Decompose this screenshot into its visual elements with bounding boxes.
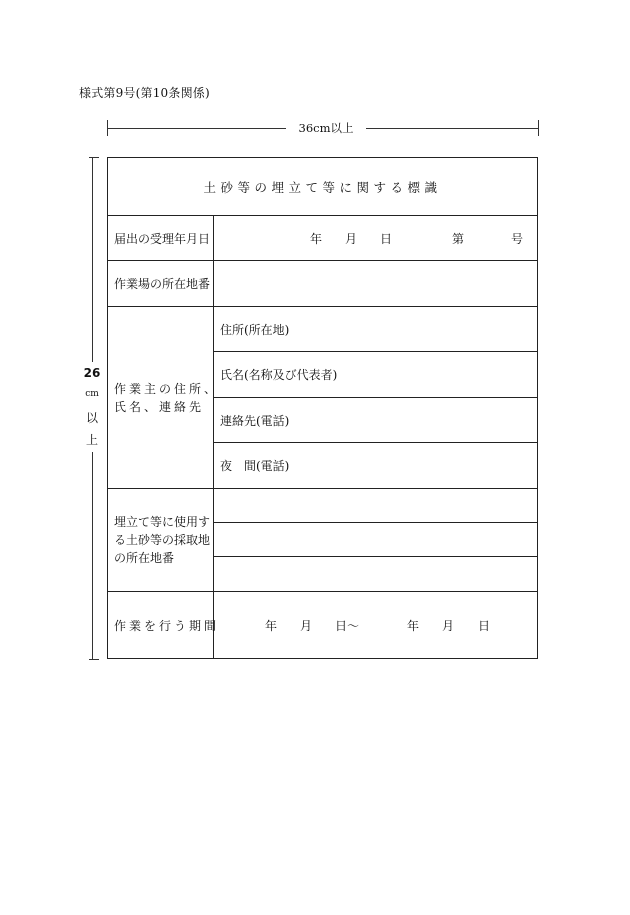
operator-address-label: 住所(所在地) [220, 322, 290, 337]
operator-night-label: 夜 間(電話) [220, 459, 290, 473]
height-dimension-char-1: 以 [85, 411, 98, 425]
operator-contact-field[interactable] [214, 398, 537, 442]
period-start-month: 月 [300, 618, 313, 633]
width-dimension-tick-right [538, 120, 539, 136]
receipt-month: 月 [345, 231, 358, 246]
height-dimension-line-bottom [92, 452, 93, 659]
width-dimension-label: 36cm以上 [286, 120, 366, 136]
operator-night-field[interactable] [214, 443, 537, 488]
operator-contact-label: 連絡先(電話) [220, 413, 290, 428]
work-period-label: 作業を行う期間 [114, 618, 220, 633]
soil-source-label-line1: 埋立て等に使用す [114, 515, 211, 529]
receipt-number-suffix: 号 [511, 231, 524, 246]
soil-source-label [108, 489, 213, 591]
soil-source-field-3[interactable] [214, 557, 537, 591]
height-dimension-unit: cm [85, 389, 99, 399]
soil-source-field-1[interactable] [214, 489, 537, 522]
soil-source-field-2[interactable] [214, 523, 537, 556]
period-start-year: 年 [265, 618, 278, 633]
receipt-date-field[interactable] [214, 216, 537, 260]
period-end-day: 日 [478, 618, 491, 633]
operator-name-label: 氏名(名称及び代表者) [220, 368, 338, 382]
form-title: 土砂等の埋立て等に関する標識 [203, 179, 442, 195]
operator-address-field[interactable] [214, 307, 537, 351]
operator-name-field[interactable] [214, 352, 537, 397]
site-location-label: 作業場の所在地番 [114, 277, 211, 291]
receipt-number-prefix: 第 [452, 231, 465, 246]
soil-source-label-line2: る土砂等の採取地 [114, 533, 211, 547]
operator-label-line2: 氏名、連絡先 [114, 399, 205, 414]
height-dimension-line-top [92, 157, 93, 362]
work-period-field[interactable] [214, 592, 537, 658]
period-start-day: 日〜 [335, 618, 360, 633]
site-location-field[interactable] [214, 261, 537, 306]
height-dimension-number: 26 [83, 366, 101, 380]
form-number: 様式第9号(第10条関係) [79, 86, 210, 100]
period-end-month: 月 [442, 618, 455, 633]
height-dimension-tick-top [89, 157, 99, 158]
signboard-form [107, 157, 538, 659]
receipt-year: 年 [310, 231, 323, 246]
period-end-year: 年 [407, 618, 420, 633]
operator-label-line1: 作業主の住所、 [114, 381, 220, 396]
height-dimension-tick-bottom [89, 659, 99, 660]
receipt-day: 日 [380, 231, 393, 246]
operator-label [108, 307, 220, 488]
height-dimension-char-2: 上 [85, 433, 98, 447]
receipt-date-label: 届出の受理年月日 [114, 231, 211, 246]
soil-source-label-line3: の所在地番 [114, 551, 175, 565]
